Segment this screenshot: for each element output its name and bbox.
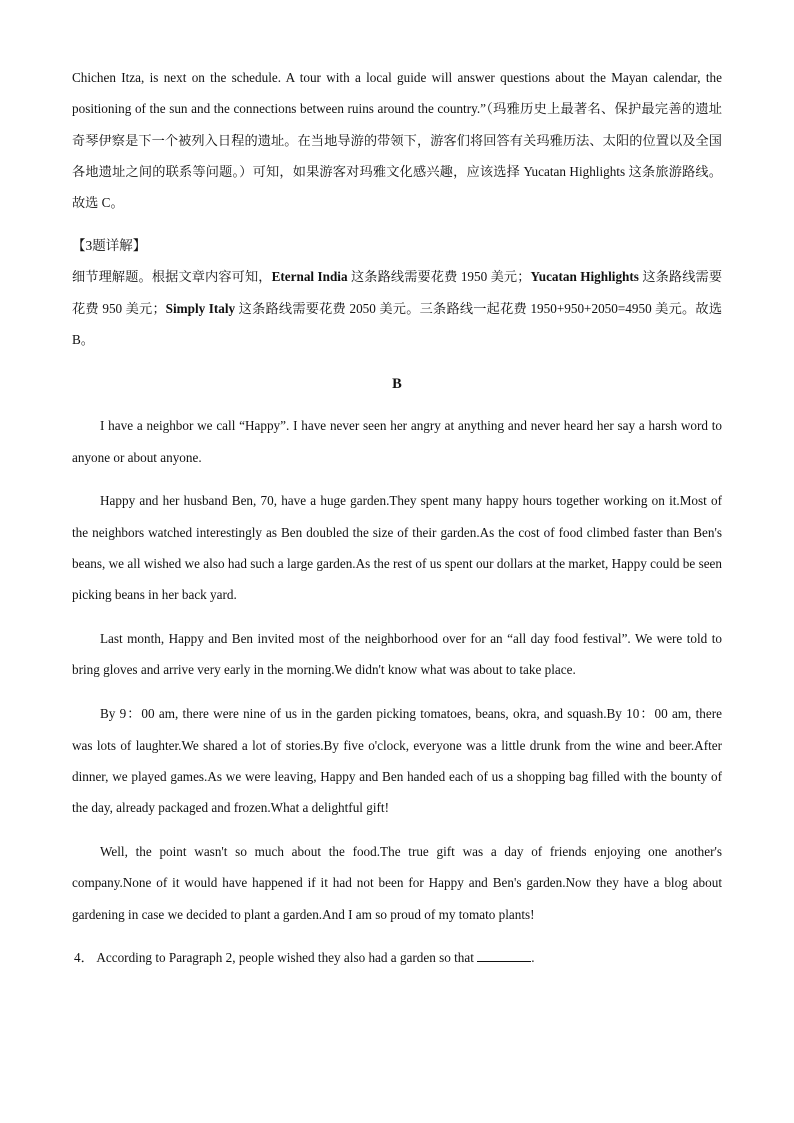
explanation-question-2: Chichen Itza, is next on the schedule. A tour with a local guide will answer questions about the Mayan calendar, the positioning of the sun and the connections between ruins around the country.”（玛雅历史上最著名、保护最完善的遗址奇琴伊察是下一个被列入日程的遗址。在当地导游的带领下，游客们将回答有关玛雅历法、太阳的位置以及全国各地遗址之间的联系等问题。）可知，如果游客对玛雅文化感兴趣，应该选择 Yucatan Highlights 这条旅游路线。故选 C。 <box>72 70 722 211</box>
detail-3-explanation <box>72 261 722 355</box>
document-page <box>72 62 722 974</box>
section-b-title: B <box>392 376 402 393</box>
question-4 <box>74 942 722 973</box>
detail-3-text-1: 细节理解题。根据文章内容可知， <box>72 269 272 285</box>
detail-3-heading: 【3题详解】 <box>72 238 147 254</box>
question-4-text: According to Paragraph 2, people wished they also had a garden so that <box>96 950 478 966</box>
passage-paragraph-1: I have a neighbor we call “Happy”. I have never seen her angry at anything and never heard her say a harsh word to anyone or about anyone. <box>72 418 722 465</box>
passage-paragraph-2: Happy and her husband Ben, 70, have a huge garden.They spent many happy hours together working on it.Most of the neighbors watched interestingly as Ben doubled the size of their garden.As the cost of food climbed faster than Ben's beans, we all wished we also had such a large garden.As the rest of us spent our dollars at the market, Happy could be seen picking beans in her back yard. <box>72 493 722 603</box>
passage-paragraph-5: Well, the point wasn't so much about the food.The true gift was a day of friends enjoying one another's company.None of it would have happened if it had not been for Happy and Ben's garden.Now they have a blog about gardening in case we decided to plant a garden.And I am so proud of my tomato plants! <box>72 843 722 922</box>
answer-blank[interactable] <box>477 950 531 962</box>
route-yucatan-highlights: Yucatan Highlights <box>530 269 639 285</box>
detail-3-text-3: 这条路线需要花费 950 美元； <box>72 269 723 316</box>
passage-paragraph-4: By 9：00 am, there were nine of us in the garden picking tomatoes, beans, okra, and squash.By 10：00 am, there was lots of laughter.We shared a lot of stories.By five o'clock, everyone was a little drunk from the wine and beer.After dinner, we played games.As we were leaving, Happy and Ben handed each of us a shopping bag filled with the bounty of the day, already packaged and frozen.What a delightful gift! <box>72 706 722 816</box>
route-simply-italy: Simply Italy <box>165 300 236 316</box>
detail-3-text-2: 这条路线需要花费 1950 美元； <box>347 269 531 285</box>
route-eternal-india: Eternal India <box>271 269 348 285</box>
passage-paragraph-3: Last month, Happy and Ben invited most of the neighborhood over for an “all day food festival”. We were told to bring gloves and arrive very early in the morning.We didn't know what was about to take place. <box>72 631 722 678</box>
question-4-end: . <box>531 950 535 966</box>
question-4-number: 4． <box>74 950 94 966</box>
detail-3-text-4: 这条路线需要花费 2050 美元。三条路线一起花费 1950+950+2050=4950 美元。故选 B。 <box>72 300 723 348</box>
